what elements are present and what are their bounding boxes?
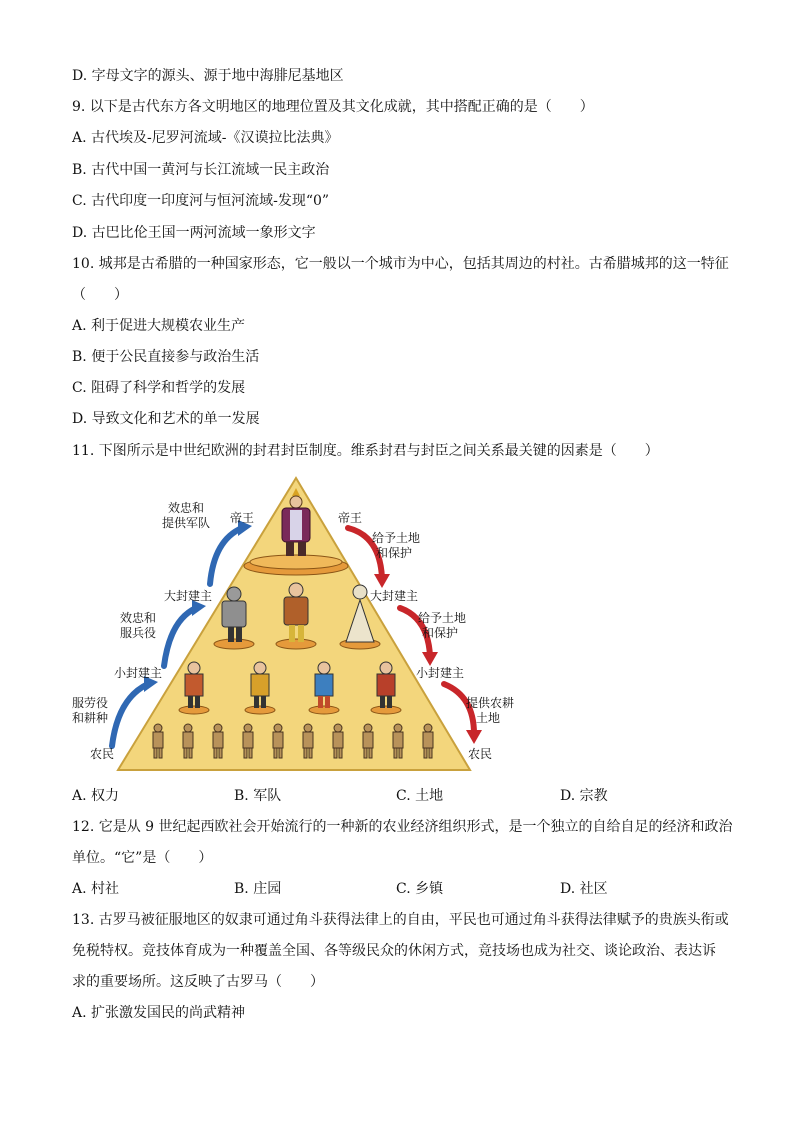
label-emperor-left: 帝王: [230, 511, 255, 525]
label-small-lord-left: 小封建主: [114, 666, 163, 680]
q11-option-b[interactable]: B. 军队: [234, 788, 282, 804]
q13-stem-3: 求的重要场所。这反映了古罗马（ ）: [72, 974, 324, 990]
q12-option-b[interactable]: B. 庄园: [234, 881, 282, 897]
label-grant2-2: 和保护: [422, 626, 459, 640]
label-loyalty-service-1: 效忠和: [120, 611, 157, 625]
great-lord-figures: [214, 583, 380, 649]
label-loyalty-army-1: 效忠和: [168, 501, 205, 515]
q10-option-a[interactable]: A. 利于促进大规模农业生产: [72, 318, 246, 334]
q12-option-a[interactable]: A. 村社: [72, 881, 120, 897]
feudal-pyramid-figure: [70, 470, 530, 776]
q13-stem-2: 免税特权。竞技体育成为一种覆盖全国、各等级民众的休闲方式，竞技场也成为社交、谈论政治、表达诉: [72, 943, 716, 959]
q9-stem: 9. 以下是古代东方各文明地区的地理位置及其文化成就，其中搭配正确的是（ ）: [72, 99, 594, 115]
q8-option-d: D. 字母文字的源头、源于地中海腓尼基地区: [72, 68, 344, 84]
q10-option-c[interactable]: C. 阻碍了科学和哲学的发展: [72, 380, 246, 396]
q9-option-c[interactable]: C. 古代印度一印度河与恒河流域-发现“0”: [72, 193, 330, 209]
label-peasant-right: 农民: [468, 747, 493, 761]
label-labor-2: 和耕种: [72, 711, 109, 725]
label-labor-1: 服劳役: [72, 696, 109, 710]
q11-option-c[interactable]: C. 土地: [396, 788, 444, 804]
q12-option-c[interactable]: C. 乡镇: [396, 881, 444, 897]
label-grant-2: 和保护: [376, 546, 413, 560]
q9-option-a[interactable]: A. 古代埃及-尼罗河流域-《汉谟拉比法典》: [72, 130, 339, 146]
q10-stem-bracket: （ ）: [72, 287, 128, 303]
label-great-lord-right: 大封建主: [370, 589, 419, 603]
label-great-lord-left: 大封建主: [164, 589, 213, 603]
q10-stem: 10. 城邦是古希腊的一种国家形态，它一般以一个城市为中心，包括其周边的村社。古希腊城邦的这一特征: [72, 256, 729, 272]
label-emperor-right: 帝王: [338, 511, 363, 525]
label-loyalty-army-2: 提供军队: [162, 516, 211, 530]
q13-stem: 13. 古罗马被征服地区的奴隶可通过角斗获得法律上的自由，平民也可通过角斗获得法律赋予的贵族头衔或: [72, 912, 729, 928]
q10-option-d[interactable]: D. 导致文化和艺术的单一发展: [72, 411, 260, 427]
label-grant-1: 给予土地: [372, 531, 421, 545]
label-grant2-1: 给予土地: [418, 611, 467, 625]
q12-stem: 12. 它是从 9 世纪起西欧社会开始流行的一种新的农业经济组织形式，是一个独立的自给自足的经济和政治: [72, 819, 733, 835]
label-small-lord-right: 小封建主: [416, 666, 465, 680]
q13-option-a[interactable]: A. 扩张激发国民的尚武精神: [72, 1005, 246, 1021]
q11-stem: 11. 下图所示是中世纪欧洲的封君封臣制度。维系封君与封臣之间关系最关键的因素是（ ）: [72, 443, 659, 459]
q9-option-d[interactable]: D. 古巴比伦王国一两河流域一象形文字: [72, 225, 316, 241]
label-loyalty-service-2: 服兵役: [120, 626, 157, 640]
q12-stem-2: 单位。“它”是（ ）: [72, 850, 213, 866]
label-farm-1: 提供农耕: [466, 696, 515, 710]
q10-option-b[interactable]: B. 便于公民直接参与政治生活: [72, 349, 260, 365]
q11-option-d[interactable]: D. 宗教: [560, 788, 608, 804]
label-farm-2: 土地: [476, 711, 501, 725]
q11-option-a[interactable]: A. 权力: [72, 788, 120, 804]
q12-option-d[interactable]: D. 社区: [560, 881, 608, 897]
label-peasant-left: 农民: [90, 747, 115, 761]
q9-option-b[interactable]: B. 古代中国一黄河与长江流域一民主政治: [72, 162, 330, 178]
